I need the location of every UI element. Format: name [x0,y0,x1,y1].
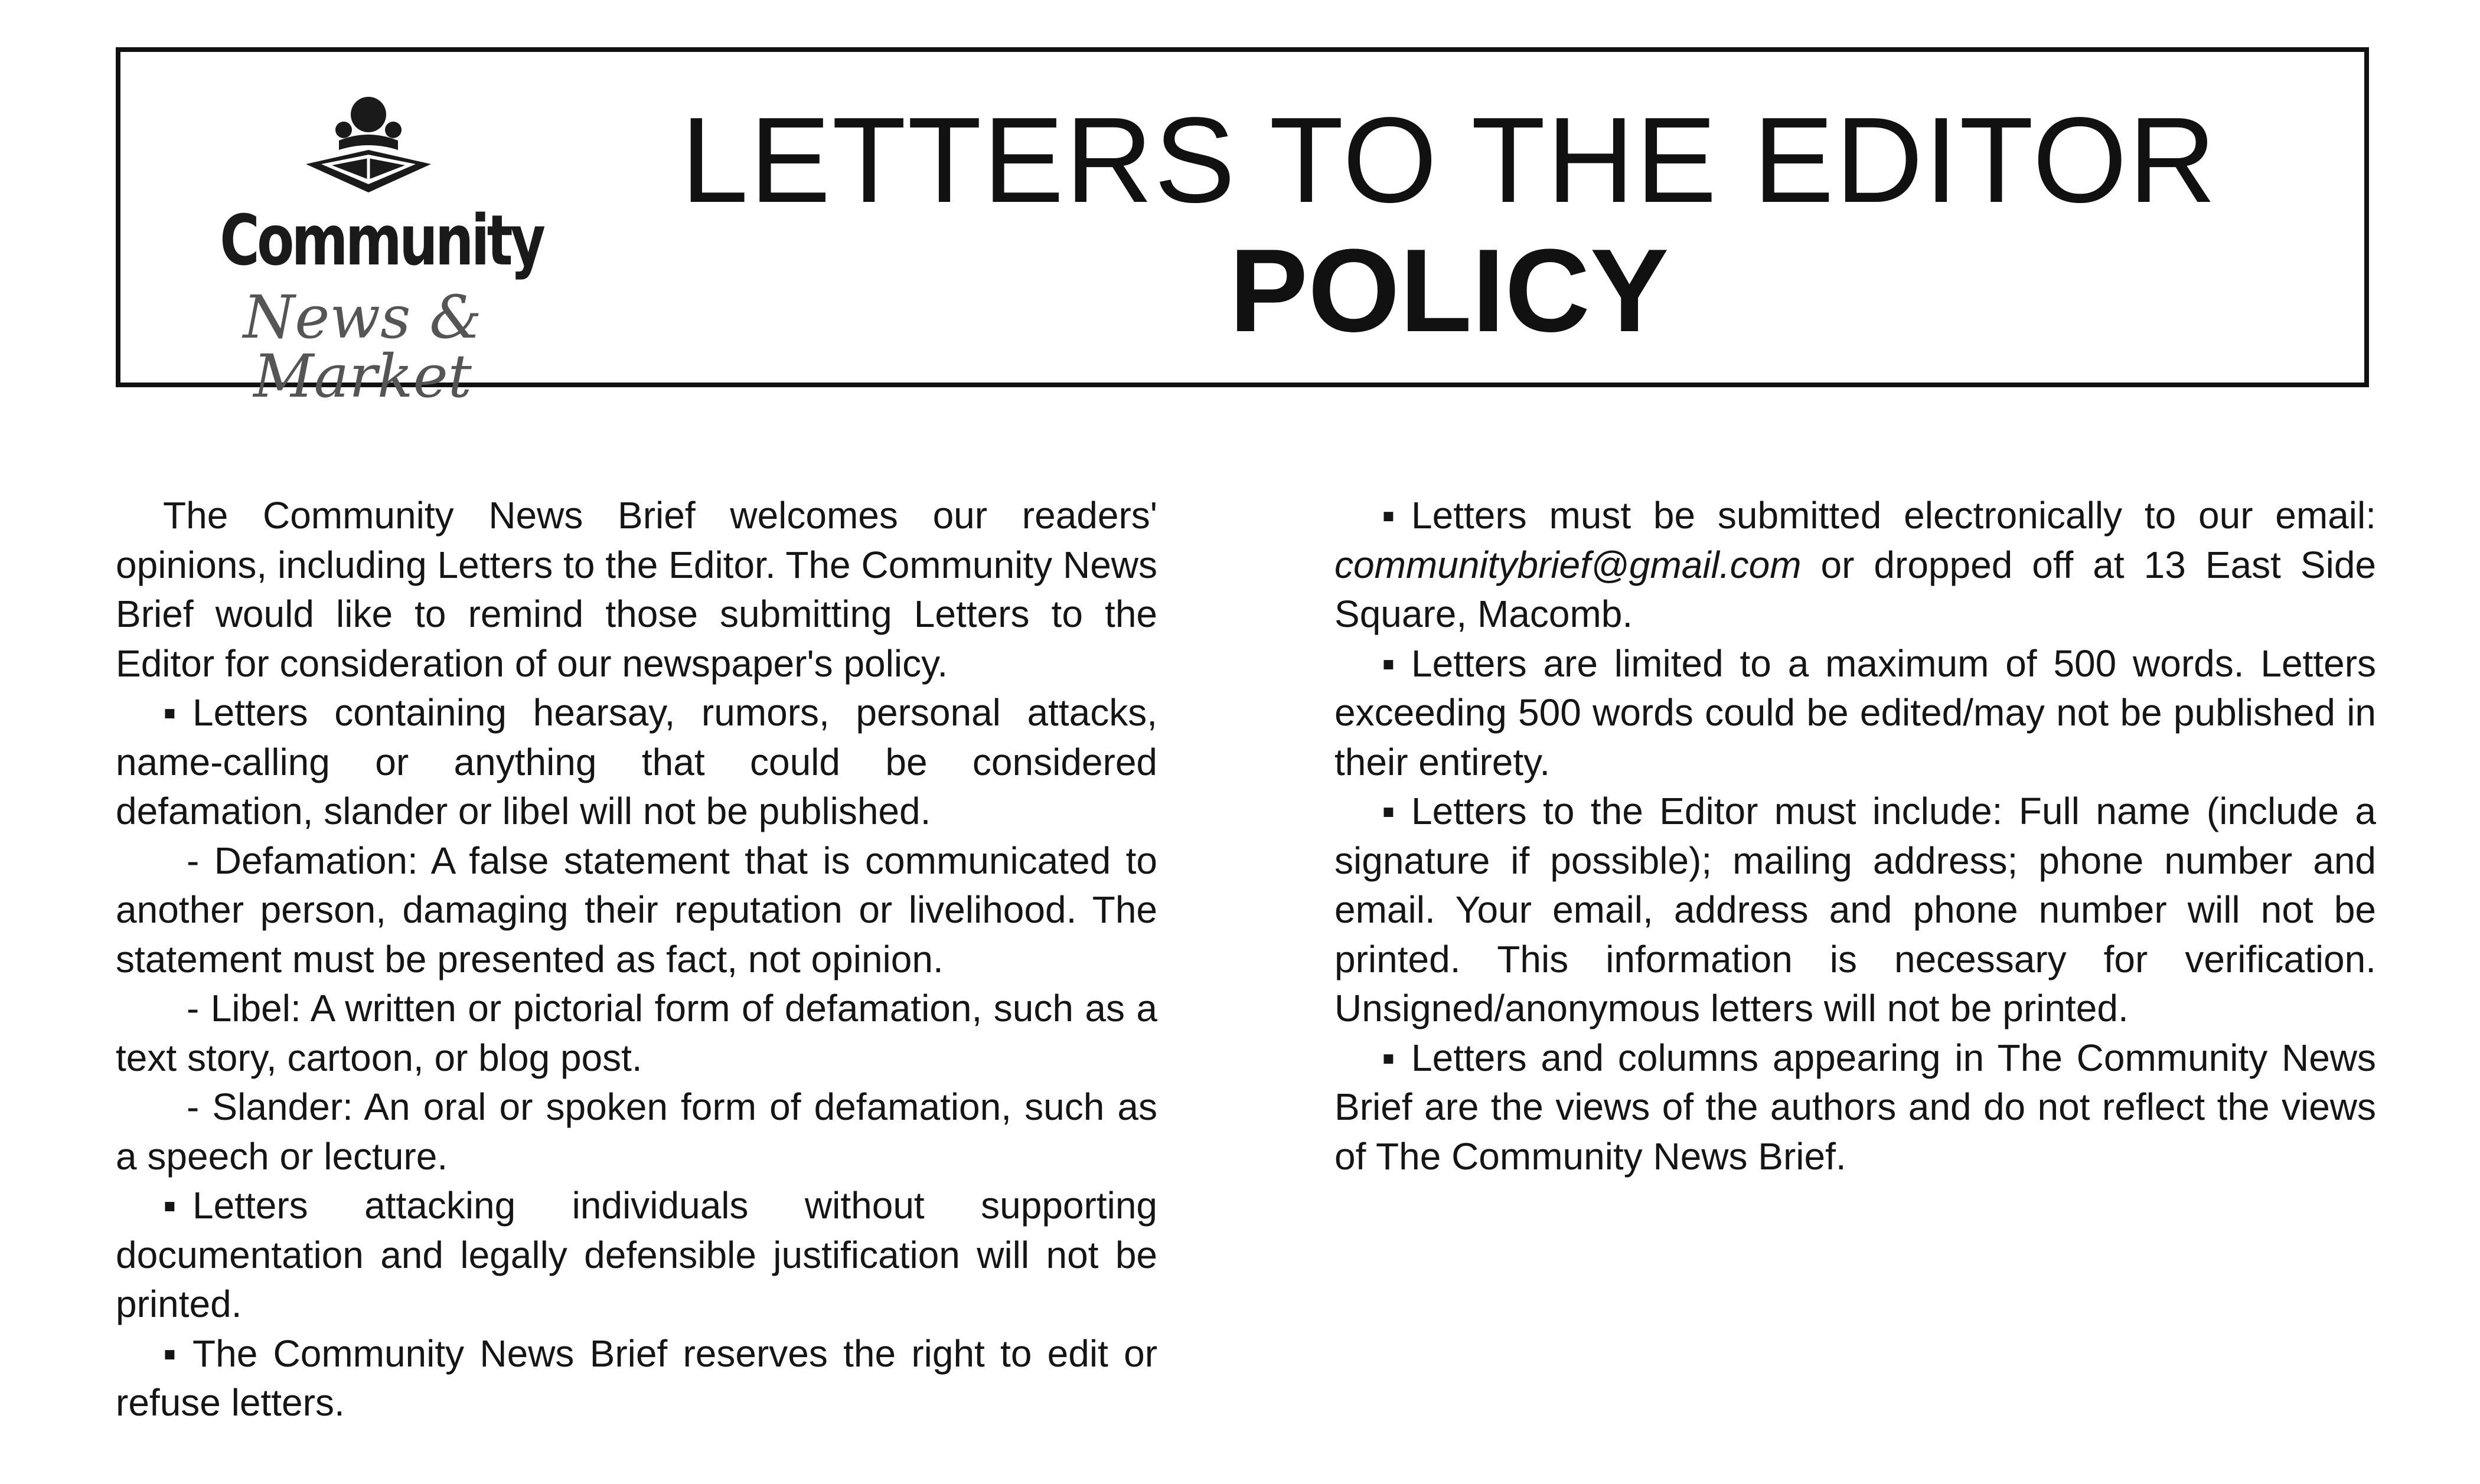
policy-item-submission [1334,491,2376,639]
bullet-icon: ▪ [1382,642,1395,685]
policy-item-text: The Community News Brief reserves the right to edit or refuse letters. [116,1332,1157,1424]
policy-item-hearsay [116,688,1157,836]
definition-libel: - Libel: A written or pictorial form of defamation, such as a text story, cartoon, or blog post. [116,987,1157,1079]
bullet-icon: ▪ [1382,494,1395,537]
policy-item-word-limit [1334,639,2376,787]
policy-item-text: Letters and columns appearing in The Community News Brief are the views of the authors and do not reflect the views of The Community News Brief. [1334,1036,2376,1178]
bullet-icon: ▪ [163,1332,177,1375]
bullet-icon: ▪ [163,691,177,734]
bullet-icon: ▪ [1382,790,1395,832]
policy-item-text: Letters to the Editor must include: Full name (include a signature if possible); mailing address; phone number and email. Your email, address and phone number will not be printed. This information is necessary for verification. Unsigned/anonymous letters will not be printed. [1334,790,2376,1029]
reader-book-icon [298,93,439,200]
policy-item-text: Letters are limited to a maximum of 500 words. Letters exceeding 500 words could be edited/may not be published in their entirety. [1334,642,2376,783]
submission-email-link[interactable]: communitybrief@gmail.com [1334,543,1802,586]
policy-item-text: Letters must be submitted electronically to our email: [1411,494,2376,537]
definition-slander: - Slander: An oral or spoken form of defamation, such as a speech or lecture. [116,1086,1157,1178]
intro-paragraph: The Community News Brief welcomes our readers' opinions, including Letters to the Editor. The Community News Brief would like to remind those submitting Letters to the Editor for consideration of our newspaper's policy. [116,494,1157,685]
policy-item-edit-rights [116,1329,1157,1428]
bullet-icon: ▪ [1382,1036,1395,1079]
policy-item-views-disclaimer [1334,1034,2376,1182]
policy-item-attacks [116,1181,1157,1329]
policy-item-text: or dropped off at 13 East Side Square, Macomb. [1334,543,2376,635]
definition-defamation: - Defamation: A false statement that is communicated to another person, damaging their reputation or livelihood. The statement must be presented as fact, not opinion. [116,839,1157,980]
page-title: LETTERS TO THE EDITOR [680,92,2218,228]
header-box [116,47,2369,411]
right-column [1334,491,2376,1181]
page-subtitle: POLICY [1229,225,1669,357]
policy-item-text: Letters attacking individuals without supporting documentation and legally defensible justification will not be printed. [116,1184,1157,1325]
policy-item-required-info [1334,787,2376,1034]
logo-script-text: News & Market [243,283,482,411]
policy-item-text: Letters containing hearsay, rumors, personal attacks, name-calling or anything that could be considered defamation, slander or libel will not be published. [116,691,1157,832]
bullet-icon: ▪ [163,1184,177,1227]
logo-wordmark: Community [220,200,543,281]
left-column [116,491,1157,1428]
community-news-market-logo [180,93,546,411]
